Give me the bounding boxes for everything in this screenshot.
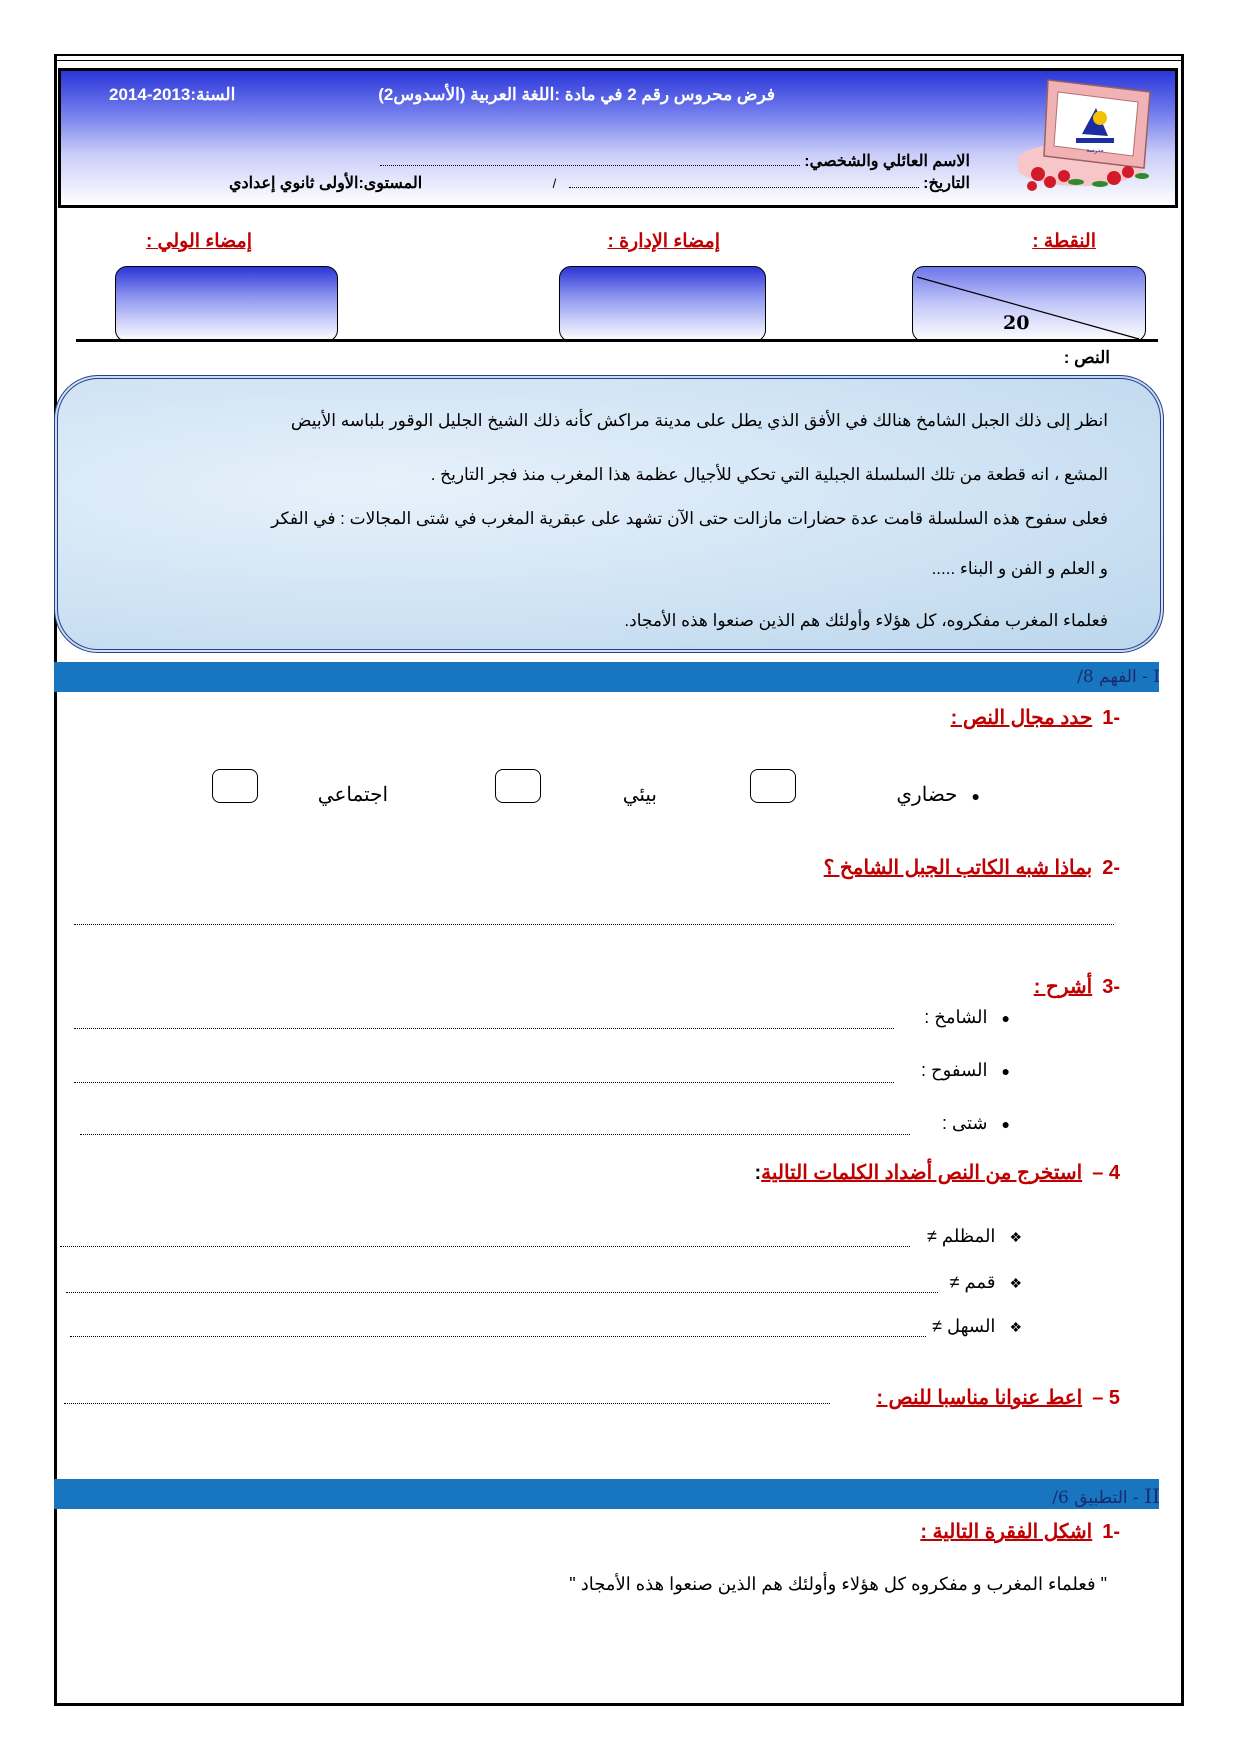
name-label: الاسم العائلي والشخصي: xyxy=(804,153,970,170)
question-text: استخرج من النص أضداد الكلمات التالية xyxy=(761,1162,1083,1184)
question-colon: : xyxy=(754,1162,762,1184)
date-label: التاريخ: xyxy=(923,175,970,192)
date-row xyxy=(553,173,970,193)
paragraph-to-vowelize: " فعلماء المغرب و مفكروه كل هؤلاء وأولئك هم الذين صنعوا هذه الأمجاد " xyxy=(569,1574,1107,1594)
answer-line[interactable] xyxy=(80,1134,910,1135)
option-label: حضاري xyxy=(896,784,958,806)
section-title: - التطبيق 6/ xyxy=(1052,1488,1139,1508)
answer-line[interactable] xyxy=(66,1292,938,1293)
section-roman: II xyxy=(1144,1484,1160,1508)
frame-top-line xyxy=(54,60,1184,61)
question-number: -3 xyxy=(1102,976,1120,998)
passage-line: فعلى سفوح هذه السلسلة قامت عدة حضارات مازالت حتى الآن تشهد على عبقرية المغرب في شتى المجالات : في الفكر xyxy=(271,509,1108,528)
explain-item: ●شتى : xyxy=(942,1113,1010,1133)
option-civilizational: ●حضاري xyxy=(896,784,980,806)
question-5 xyxy=(876,1385,1120,1410)
answer-line[interactable] xyxy=(74,924,1114,925)
grade-label: النقطة : xyxy=(1032,231,1096,252)
logo-caption: مدرسة xyxy=(1086,147,1104,154)
answer-line[interactable] xyxy=(70,1336,926,1337)
student-name-row xyxy=(380,151,970,171)
grade-total: 20 xyxy=(1003,312,1030,334)
question-4 xyxy=(754,1160,1120,1185)
passage-line: انظر إلى ذلك الجبل الشامخ هنالك في الأفق الذي يطل على مدينة مراكش كأنه ذلك الشيخ الجليل الوقور بلباسه الأبيض xyxy=(290,411,1108,430)
section-roman: I xyxy=(1153,667,1160,687)
checkbox-social[interactable] xyxy=(212,769,258,803)
explain-item: ●السفوح : xyxy=(920,1060,1010,1080)
option-social: اجتماعي xyxy=(317,784,388,806)
explain-word: السفوح : xyxy=(920,1060,988,1080)
antonym-item: ❖قمم ≠ xyxy=(949,1272,1022,1292)
answer-line[interactable] xyxy=(60,1246,910,1247)
option-environmental: بيئي xyxy=(622,784,657,806)
level: المستوى:الأولى ثانوي إعدادي xyxy=(229,175,423,192)
school-logo-icon xyxy=(1018,72,1158,204)
question-2-1 xyxy=(920,1519,1120,1544)
question-1 xyxy=(951,705,1120,730)
exam-title: فرض محروس رقم 2 في مادة :اللغة العربية (الأسدوس2) xyxy=(378,85,775,104)
question-number: 4 – xyxy=(1092,1162,1120,1184)
question-text: أشرح : xyxy=(1033,976,1093,998)
question-text: حدد مجال النص : xyxy=(950,707,1093,729)
exam-header xyxy=(58,68,1178,208)
school-year: السنة:2013-2014 xyxy=(109,85,236,104)
answer-line[interactable] xyxy=(74,1028,894,1029)
antonym-word: قمم ≠ xyxy=(949,1272,996,1292)
answer-line[interactable] xyxy=(64,1403,830,1404)
admin-signature-box[interactable] xyxy=(559,266,766,342)
question-text: اعط عنوانا مناسبا للنص : xyxy=(876,1387,1083,1409)
question-2 xyxy=(824,855,1120,880)
admin-signature-label: إمضاء الإدارة : xyxy=(607,231,720,252)
question-number: -2 xyxy=(1102,857,1120,879)
guardian-signature-label: إمضاء الولي : xyxy=(145,231,252,252)
explain-word: الشامخ : xyxy=(924,1007,988,1027)
section-title-comprehension xyxy=(1077,667,1160,687)
checkbox-civilizational[interactable] xyxy=(750,769,796,803)
explain-word: شتى : xyxy=(942,1113,988,1133)
question-text: بماذا شبه الكاتب الجبل الشامخ ؟ xyxy=(823,857,1093,879)
antonym-word: السهل ≠ xyxy=(932,1316,996,1336)
date-input-line[interactable] xyxy=(569,178,919,188)
question-number: 5 – xyxy=(1092,1387,1120,1409)
antonym-item: ❖السهل ≠ xyxy=(932,1316,1022,1336)
checkbox-environmental[interactable] xyxy=(495,769,541,803)
question-text: اشكل الفقرة التالية : xyxy=(920,1521,1093,1543)
section-title-application xyxy=(1052,1484,1160,1508)
question-number: -1 xyxy=(1102,1521,1120,1543)
question-number: -1 xyxy=(1102,707,1120,729)
reading-passage-box xyxy=(54,375,1164,653)
passage-line: فعلماء المغرب مفكروه، كل هؤلاء وأولئك هم الذين صنعوا هذه الأمجاد. xyxy=(624,611,1108,630)
score-divider xyxy=(76,339,1158,342)
passage-line: المشع ، انه قطعة من تلك السلسلة الجبلية التي تحكي للأجيال عظمة هذا المغرب منذ فجر التاريخ . xyxy=(430,465,1108,484)
section-title: - الفهم 8/ xyxy=(1077,667,1148,687)
antonym-item: ❖المظلم ≠ xyxy=(926,1226,1022,1246)
guardian-signature-box[interactable] xyxy=(115,266,338,342)
section-bar-application xyxy=(54,1479,1159,1509)
grade-slash xyxy=(913,267,1147,343)
explain-item: ●الشامخ : xyxy=(924,1007,1010,1027)
answer-line[interactable] xyxy=(74,1082,894,1083)
name-input-line[interactable] xyxy=(380,156,800,166)
text-label: النص : xyxy=(1063,348,1110,367)
passage-line: و العلم و الفن و البناء ..... xyxy=(931,559,1108,578)
section-bar-comprehension xyxy=(54,662,1159,692)
question-3 xyxy=(1034,974,1120,999)
antonym-word: المظلم ≠ xyxy=(926,1226,996,1246)
date-separator: / xyxy=(552,176,557,191)
